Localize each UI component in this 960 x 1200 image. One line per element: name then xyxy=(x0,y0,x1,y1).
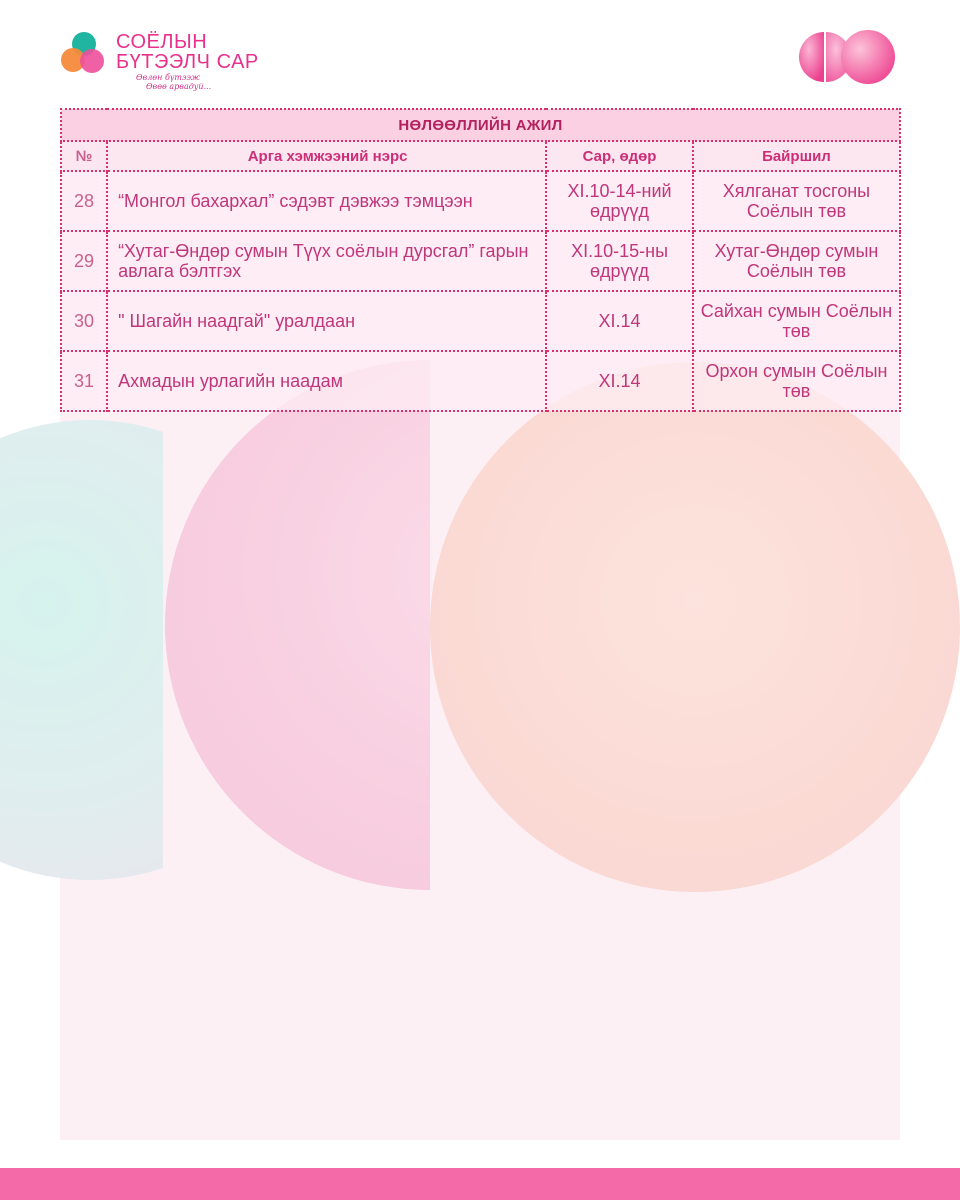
header-event-name: Арга хэмжээний нэрс xyxy=(107,141,546,171)
teal-circle-decoration xyxy=(0,400,163,900)
row-date: XI.10-14-ний өдрүүд xyxy=(546,171,693,231)
footer-bar xyxy=(0,1168,960,1200)
header-date: Сар, өдөр xyxy=(546,141,693,171)
peach-circle-decoration xyxy=(430,362,960,892)
table-row xyxy=(61,231,900,291)
header-location: Байршил xyxy=(693,141,900,171)
influence-work-table xyxy=(60,108,901,412)
row-date: XI.14 xyxy=(546,351,693,411)
row-location: Сайхан сумын Соёлын төв xyxy=(693,291,900,351)
table-row xyxy=(61,351,900,411)
row-location: Орхон сумын Соёлын төв xyxy=(693,351,900,411)
row-event-name: “Монгол бахархал” сэдэвт дэвжээ тэмцээн xyxy=(107,171,546,231)
culture-month-logo xyxy=(60,28,300,98)
row-location: Хутаг-Өндөр сумын Соёлын төв xyxy=(693,231,900,291)
row-location: Хялганат тосгоны Соёлын төв xyxy=(693,171,900,231)
table-title: НӨЛӨӨЛЛИЙН АЖИЛ xyxy=(61,109,900,141)
header-number: № xyxy=(61,141,107,171)
table-row xyxy=(61,291,900,351)
culture-month-logo-icon xyxy=(60,30,110,80)
logo-tagline: Өвлөн бүтээж Өвөө арвадуй... xyxy=(136,73,212,91)
row-event-name: Ахмадын урлагийн наадам xyxy=(107,351,546,411)
jubilee-10-icon xyxy=(796,28,898,86)
row-number: 30 xyxy=(61,291,107,351)
row-event-name: “Хутаг-Өндөр сумын Түүх соёлын дурсгал” гарын авлага бэлтгэх xyxy=(107,231,546,291)
row-number: 31 xyxy=(61,351,107,411)
row-number: 28 xyxy=(61,171,107,231)
pink-half-circle-decoration xyxy=(165,360,430,890)
logo-title: СОЁЛЫН БҮТЭЭЛЧ САР xyxy=(116,31,259,73)
row-event-name: " Шагайн наадгай" уралдаан xyxy=(107,291,546,351)
row-date: XI.10-15-ны өдрүүд xyxy=(546,231,693,291)
row-date: XI.14 xyxy=(546,291,693,351)
table-row xyxy=(61,171,900,231)
row-number: 29 xyxy=(61,231,107,291)
